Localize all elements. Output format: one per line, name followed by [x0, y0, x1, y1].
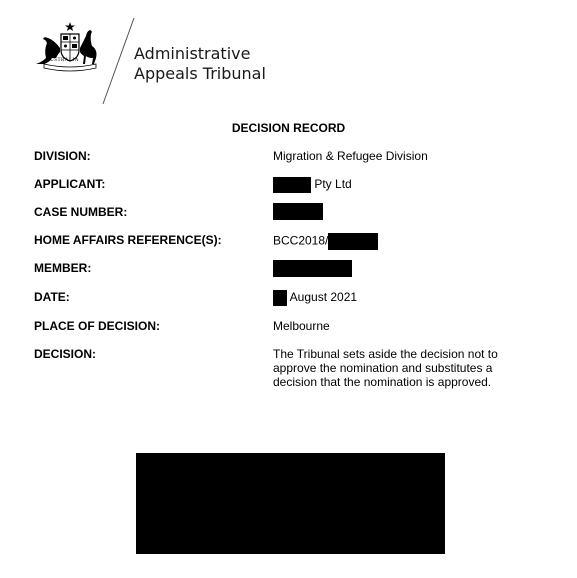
redaction-block: [273, 290, 287, 306]
redaction-block: [273, 177, 311, 193]
home-affairs-value: [273, 233, 523, 250]
division-value: Migration & Refugee Division: [273, 149, 428, 163]
redaction-block: [273, 203, 323, 220]
org-name-line1: Administrative: [134, 44, 251, 63]
logo-divider: [99, 18, 135, 106]
date-suffix: August 2021: [289, 290, 358, 305]
case-number-label: CASE NUMBER:: [34, 205, 128, 219]
place-value: Melbourne: [273, 319, 330, 333]
signature-redaction-block: [136, 453, 445, 554]
organisation-name: [134, 44, 266, 84]
applicant-label: APPLICANT:: [34, 177, 106, 191]
redaction-block: [273, 260, 352, 277]
date-label: DATE:: [34, 290, 70, 304]
crest-banner-text: AUSTRALIA: [46, 58, 79, 63]
case-number-value: [273, 205, 523, 220]
org-name-line2: Appeals Tribunal: [134, 64, 266, 83]
home-affairs-label: HOME AFFAIRS REFERENCE(S):: [34, 233, 222, 247]
document-title: DECISION RECORD: [231, 121, 346, 135]
division-label: DIVISION:: [34, 149, 91, 163]
home-affairs-prefix: BCC2018/: [273, 233, 329, 248]
member-value: [273, 261, 523, 277]
member-label: MEMBER:: [34, 261, 92, 275]
decision-value: The Tribunal sets aside the decision not to approve the nomination and substitutes a decision that the nomination is approved.: [273, 347, 498, 389]
redaction-block: [328, 233, 378, 250]
place-label: PLACE OF DECISION:: [34, 319, 161, 333]
decision-label: DECISION:: [34, 347, 97, 361]
applicant-value: [273, 177, 523, 193]
date-value: [273, 290, 523, 306]
coat-of-arms-logo: [30, 20, 110, 74]
applicant-suffix: Pty Ltd: [314, 177, 352, 192]
